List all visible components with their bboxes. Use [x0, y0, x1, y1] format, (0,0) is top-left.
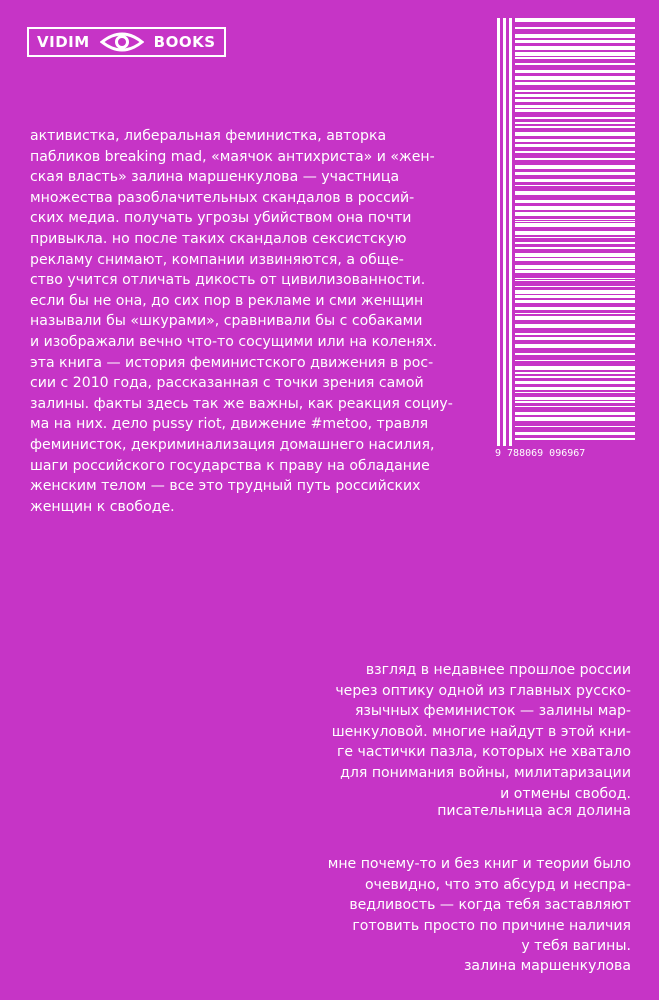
- barcode-bar: [515, 300, 635, 303]
- barcode-bar: [515, 144, 635, 147]
- description-line: шаги российского государства к праву на обладание: [30, 457, 430, 474]
- barcode-bar: [515, 366, 635, 370]
- barcode-bar: [515, 151, 635, 153]
- barcode: [495, 18, 635, 460]
- quote-line: взгляд в недавнее прошлое россии: [365, 662, 631, 678]
- barcode-guard: [503, 18, 506, 446]
- description-line: ских медиа. получать угрозы убийством она почти: [30, 210, 412, 227]
- barcode-bar: [515, 237, 635, 238]
- barcode-bar: [515, 242, 635, 244]
- logo-right-word: BOOKS: [153, 33, 216, 51]
- barcode-bar: [515, 40, 635, 43]
- barcode-bar: [515, 307, 635, 310]
- barcode-bar: [515, 34, 635, 38]
- barcode-bar: [515, 270, 635, 273]
- barcode-bar: [515, 412, 635, 415]
- barcode-bar: [515, 179, 635, 182]
- barcode-bar: [515, 316, 635, 320]
- barcode-bar: [515, 122, 635, 124]
- description-line: эта книга — история феминистского движения в рос-: [30, 354, 434, 371]
- barcode-bar: [515, 76, 635, 80]
- barcode-bar: [515, 219, 635, 220]
- barcode-bar: [515, 126, 635, 128]
- barcode-bar: [515, 132, 635, 136]
- barcode-bar: [515, 109, 635, 112]
- barcode-bar: [515, 70, 635, 73]
- barcode-bar: [515, 90, 635, 92]
- description-line: женщин к свободе.: [30, 498, 175, 515]
- quote-line: очевидно, что это абсурд и неспра-: [364, 876, 631, 893]
- barcode-number: 9 788069 096967: [495, 448, 586, 459]
- barcode-bar: [515, 344, 635, 348]
- barcode-bar: [515, 139, 635, 142]
- barcode-bar: [515, 387, 635, 390]
- description-line: активистка, либеральная феминистка, авторка: [30, 128, 387, 144]
- quote-line: язычных феминисток — залины мар-: [354, 703, 631, 720]
- barcode-bar: [515, 212, 635, 216]
- eye-icon: [98, 29, 146, 55]
- barcode-guard: [509, 18, 512, 446]
- barcode-bar: [515, 337, 635, 340]
- barcode-bar: [515, 258, 635, 261]
- barcode-bar: [515, 231, 635, 235]
- book-description: [30, 126, 490, 517]
- barcode-bar: [515, 372, 635, 374]
- barcode-bar: [515, 105, 635, 108]
- publisher-logo: [27, 27, 226, 57]
- barcode-bar: [515, 221, 635, 222]
- barcode-bar: [515, 99, 635, 102]
- barcode-bar: [515, 417, 635, 421]
- barcode-bar: [515, 401, 635, 403]
- description-line: феминисток, декриминализация домашнего насилия,: [30, 436, 435, 453]
- barcode-bar: [515, 426, 635, 427]
- quote-line: и отмены свобод.: [500, 785, 631, 802]
- barcode-bar: [515, 397, 635, 400]
- review-author-2: залина маршенкулова: [463, 958, 631, 974]
- quote-line: мне почему-то и без книг и теории было: [327, 856, 631, 872]
- description-line: залины. факты здесь так же важны, как реакция социу-: [30, 395, 453, 412]
- review-quote-1: [251, 660, 631, 804]
- barcode-bar: [515, 247, 635, 249]
- barcode-bar: [515, 94, 635, 97]
- barcode-bar: [515, 223, 635, 227]
- barcode-bar: [515, 438, 635, 440]
- barcode-bar: [515, 376, 635, 378]
- barcode-bar: [515, 52, 635, 56]
- barcode-bars: [495, 18, 635, 446]
- barcode-bar: [515, 200, 635, 203]
- quote-line: шенкуловой. многие найдут в этой кни-: [331, 723, 631, 740]
- barcode-bar: [515, 360, 635, 361]
- barcode-bar: [515, 158, 635, 160]
- barcode-bar: [515, 324, 635, 328]
- barcode-bar: [515, 280, 635, 281]
- quote-line: у тебя вагины.: [521, 938, 631, 955]
- barcode-bar: [515, 82, 635, 85]
- description-line: если бы не она, до сих пор в рекламе и сми женщин: [30, 292, 424, 309]
- barcode-bar: [515, 290, 635, 294]
- barcode-bar: [515, 313, 635, 314]
- review-author-1: писательница ася долина: [437, 803, 631, 819]
- description-line: пабликов breaking mad, «маячок антихриста» и «жен-: [30, 148, 435, 165]
- barcode-guard: [497, 18, 500, 446]
- quote-line: для понимания войны, милитаризации: [340, 764, 631, 781]
- barcode-bar: [515, 286, 635, 287]
- description-line: ство учится отличать дикость от цивилизованности.: [30, 272, 426, 289]
- review-quote-2: [251, 854, 631, 957]
- barcode-bar: [515, 18, 635, 22]
- barcode-bar: [515, 432, 635, 435]
- description-line: привыкла. но после таких скандалов сексистскую: [30, 230, 407, 247]
- barcode-bar: [515, 63, 635, 65]
- barcode-bar: [515, 172, 635, 175]
- barcode-bar: [515, 295, 635, 298]
- barcode-bar: [515, 265, 635, 269]
- description-line: и изображали вечно что-то сосущими или на коленях.: [30, 333, 437, 350]
- barcode-bar: [515, 253, 635, 257]
- barcode-bar: [515, 46, 635, 50]
- barcode-bar: [515, 27, 635, 29]
- description-line: множества разоблачительных скандалов в россий-: [30, 189, 415, 206]
- description-line: рекламу снимают, компании извиняются, а обще-: [30, 251, 404, 268]
- barcode-bar: [515, 191, 635, 195]
- quote-line: через оптику одной из главных русско-: [335, 682, 631, 699]
- description-line: ская власть» залина маршенкулова — участница: [30, 169, 400, 186]
- barcode-bar: [515, 165, 635, 169]
- description-line: называли бы «шкурами», сравнивали бы с собаками: [30, 313, 423, 330]
- barcode-bar: [515, 278, 635, 279]
- barcode-bar: [515, 381, 635, 384]
- barcode-bar: [515, 392, 635, 393]
- barcode-bar: [515, 57, 635, 59]
- quote-line: ге частички пазла, которых не хватало: [336, 744, 631, 761]
- quote-line: ведливость — когда тебя заставляют: [349, 897, 631, 914]
- barcode-bar: [515, 406, 635, 407]
- description-line: сии с 2010 года, рассказанная с точки зрения самой: [30, 375, 424, 392]
- quote-line: готовить просто по причине наличия: [352, 917, 631, 934]
- description-line: ма на них. дело pussy riot, движение #metoo, травля: [30, 416, 429, 433]
- barcode-bar: [515, 185, 635, 186]
- barcode-bar: [515, 206, 635, 210]
- barcode-bar: [515, 333, 635, 335]
- barcode-bar: [515, 353, 635, 355]
- description-line: женским телом — все это трудный путь российских: [30, 478, 421, 495]
- barcode-bar: [515, 117, 635, 119]
- logo-left-word: VIDIM: [37, 33, 90, 51]
